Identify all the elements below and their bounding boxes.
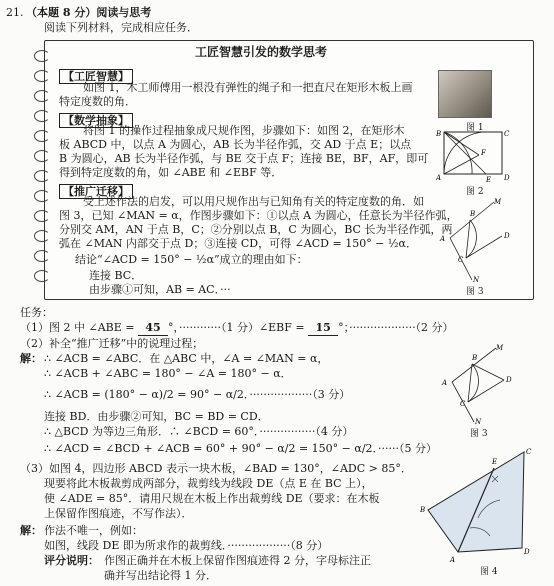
svg-text:D: D <box>504 174 510 182</box>
figure-3-diagram <box>436 196 518 284</box>
conclusion-line: 结论“∠ACD = 150° − ½α”成立的理由如下： <box>75 253 308 266</box>
svg-text:B: B <box>436 130 442 138</box>
svg-text:N: N <box>473 276 480 284</box>
reason-line-2: 由步骤①可知，AB = AC．··· <box>89 283 231 296</box>
grading-label: 评分说明： <box>44 554 99 567</box>
sec3-line-2: 图 3，已知 ∠MAN = α，作图步骤如下：①以点 A 为圆心，任意长为半径作弧， <box>59 209 458 222</box>
reason-line-1: 连接 BC． <box>89 269 143 282</box>
svg-text:C: C <box>504 130 510 138</box>
grading-line-1: 作图正确并在木板上保留作图痕迹得 2 分，字母标注正 <box>104 554 371 567</box>
figure-3b-caption: 图 3 <box>470 429 488 439</box>
svg-text:M: M <box>494 198 502 206</box>
figure-1-caption: 图 1 <box>466 123 484 133</box>
sol2-line-1: ∴ ∠ACB = ∠ABC．在 △ABC 中，∠A = ∠MAN = α， <box>44 352 329 365</box>
sec3-line-3: 分别交 AM，AN 于点 B，C；②分别以点 B，C 为圆心，BC 长为半径作弧，两 <box>59 223 453 236</box>
sec2-line-1: 将图 1 的操作过程抽象成尺规作图，步骤如下：如图 2，在矩形木 <box>83 124 405 137</box>
sec2-line-4: 得到特定度数的角，如 ∠ABE 和 ∠EBF 等． <box>59 166 283 179</box>
task-3-line-1: （3）如图 4，四边形 ABCD 表示一块木板，∠BAD = 130°，∠ADC > 85°． <box>20 462 412 475</box>
task-3-line-3: 使 ∠ADE = 85°．请用尺规在木板上作出裁剪线 DE（要求：在木板 <box>44 492 380 505</box>
task-3-line-4: 上保留作图痕迹，不写作法）． <box>44 507 193 520</box>
svg-text:D: D <box>506 376 512 384</box>
figure-2-diagram <box>436 128 510 184</box>
section-header-craft: 【工匠智慧】 <box>59 65 133 84</box>
solution-2-label: 解： <box>20 352 42 365</box>
figure-1-photo <box>438 70 492 118</box>
sec3-line-1: 受上述作法的启发，可以用尺规作出与已知角有关的特定度数的角．如 <box>83 195 424 208</box>
task-1-answer-abe: 45 <box>138 321 168 336</box>
svg-text:A: A <box>450 556 456 564</box>
svg-text:D: D <box>504 232 510 240</box>
svg-text:A: A <box>440 235 446 243</box>
sol2-line-5: ∴ △BCD 为等边三角形．∴ ∠BCD = 60°．················（4 分） <box>44 425 354 438</box>
svg-text:B: B <box>472 354 478 362</box>
question-meta: （本题 8 分）阅读与思考 <box>26 6 152 19</box>
sol2-line-3: ∴ ∠ACB = (180° − α)/2 = 90° − α/2．··················（3 分） <box>44 388 351 401</box>
svg-text:F: F <box>481 149 486 157</box>
svg-text:C: C <box>526 448 532 456</box>
svg-text:B: B <box>420 506 426 514</box>
task-2-line: （2）补全“推广迁移”中的说理过程； <box>20 337 204 350</box>
svg-text:A: A <box>436 174 442 182</box>
svg-text:D: D <box>524 548 530 556</box>
task-3-line-2: 现要将此木板裁剪成两部分，裁剪线为线段 DE（点 E 在 BC 上）， <box>44 477 373 490</box>
solution-3-label: 解： <box>20 524 42 537</box>
question-number: 21. <box>6 6 24 19</box>
section-header-abstract: 【数学抽象】 <box>59 109 133 128</box>
figure-4-caption: 图 4 <box>480 567 498 577</box>
svg-text:M: M <box>496 344 504 352</box>
task-1-answer-ebf: 15 <box>308 321 338 336</box>
figure-2-caption: 图 2 <box>466 187 484 197</box>
figure-3-caption: 图 3 <box>466 287 484 297</box>
figure-3b-diagram <box>440 342 520 426</box>
svg-text:B: B <box>470 210 476 218</box>
svg-text:E: E <box>486 176 492 184</box>
sec3-line-4: 弧在 ∠MAN 内部交于点 D；③连接 CD，可得 ∠ACD = 150° − ½α． <box>59 237 417 250</box>
sol2-line-4: 连接 BD．由步骤②可知，BC = BD = CD． <box>44 410 269 423</box>
sec2-line-2: 板 ABCD 中，以点 A 为圆心，AB 长为半径作弧，交 AD 于点 E；以点 <box>59 138 412 151</box>
grading-line-2: 确并写出结论得 1 分． <box>104 569 217 582</box>
sec1-line-2: 特定度数的角． <box>59 95 136 108</box>
task-1-line: （1）图 2 中 ∠ABE = 45 °，············（1 分）∠EBF = 15 °；···················（2 分） <box>20 321 454 334</box>
svg-text:A: A <box>442 379 448 387</box>
sol3-line-2: 如图，线段 DE 即为所求作的裁剪线．··················（8 分） <box>44 539 329 552</box>
svg-text:E: E <box>492 458 498 466</box>
sol3-line-1: 作法不唯一，例如： <box>44 524 143 537</box>
question-intro: 阅读下列材料，完成相应任务． <box>44 21 198 34</box>
svg-text:C: C <box>460 400 466 408</box>
svg-text:C: C <box>458 256 464 264</box>
sec2-line-3: B 为圆心，AB 长为半径作弧，与 BE 交于点 F；连接 BE，BF，AF，即可 <box>59 152 429 165</box>
svg-text:N: N <box>475 418 482 426</box>
material-title: 工匠智慧引发的数学思考 <box>195 45 328 59</box>
sec1-line-1: 如图 1，木工师傅用一根没有弹性的绳子和一把直尺在矩形木板上画 <box>83 81 413 94</box>
sol2-line-2: ∴ ∠ACB + ∠ABC = 180° − ∠A = 180° − α． <box>44 367 292 380</box>
section-header-extend: 【推广迁移】 <box>59 180 133 199</box>
sol2-line-6: ∴ ∠ACD = ∠BCD + ∠ACB = 60° + 90° − α/2 = 150° − α/2．······（5 分） <box>44 442 437 455</box>
tasks-label: 任务： <box>20 306 53 319</box>
figure-4-diagram <box>418 448 548 572</box>
